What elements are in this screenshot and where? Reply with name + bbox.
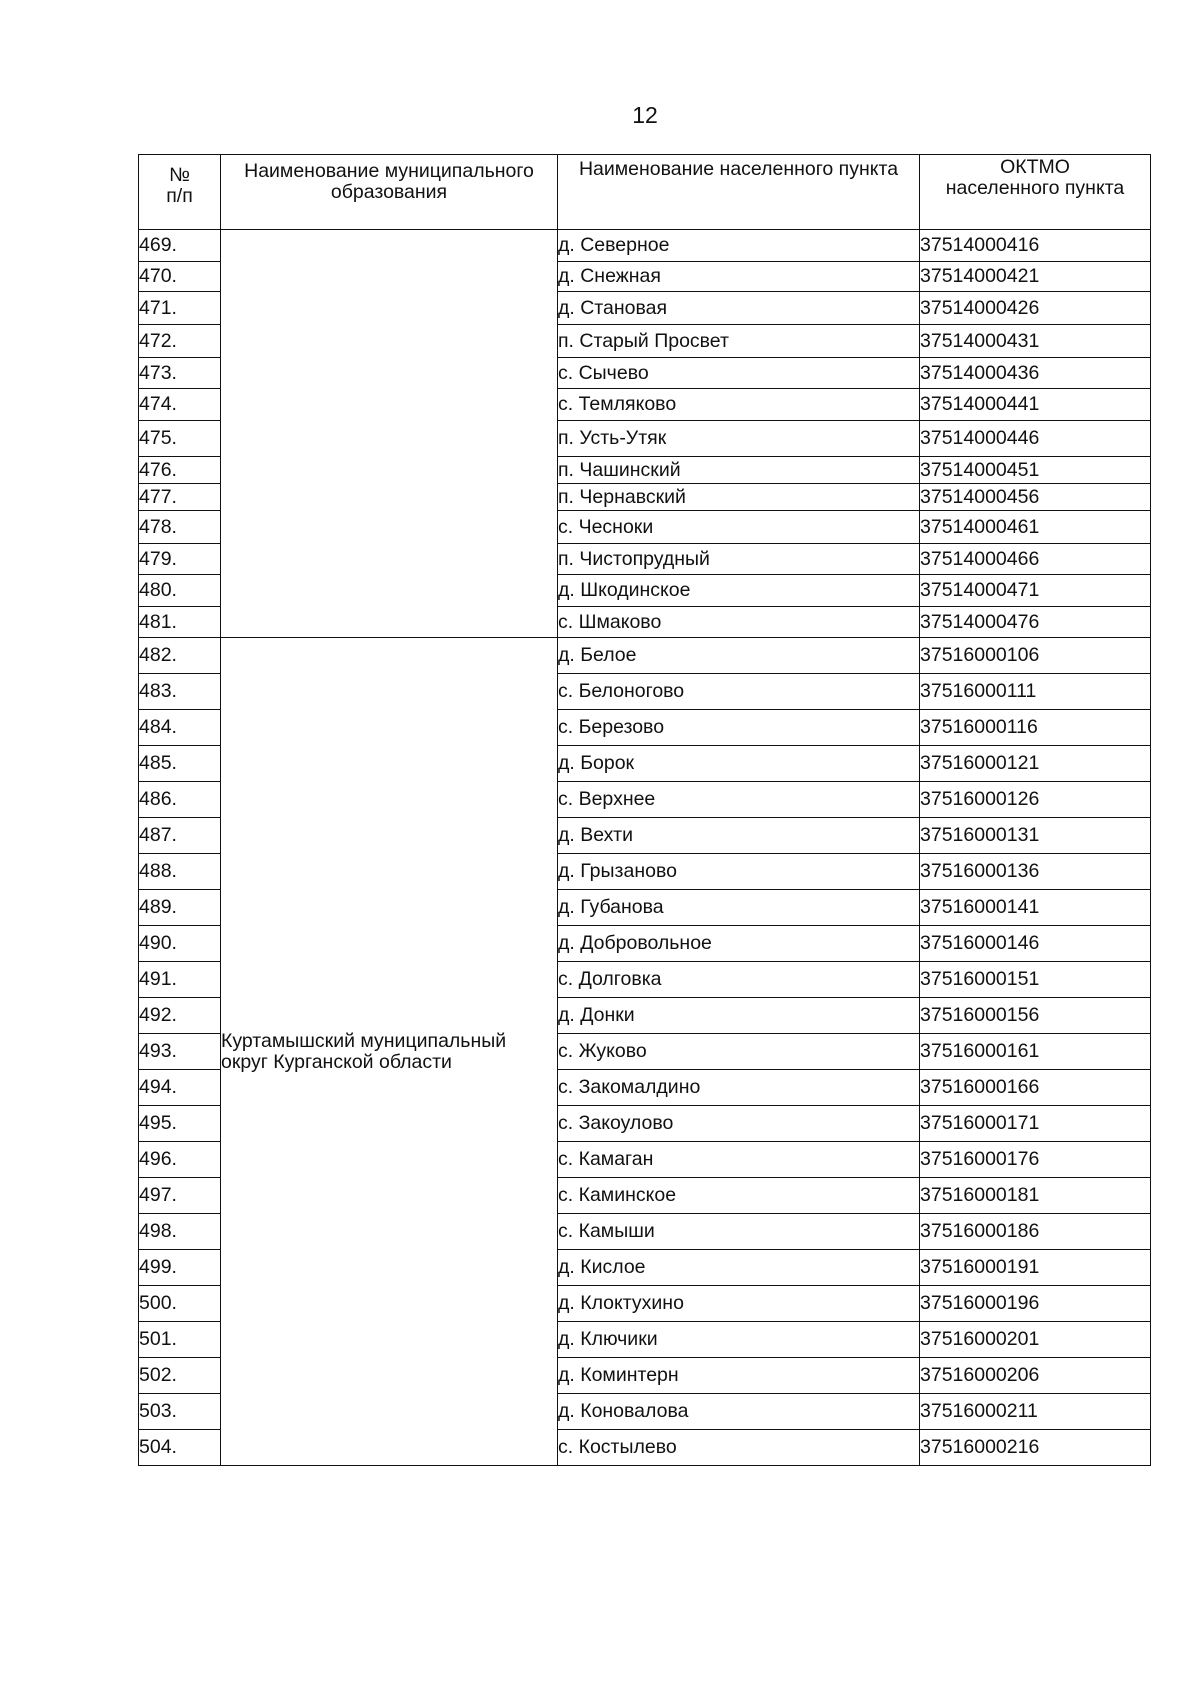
- oktmo-code: 37514000456: [920, 484, 1151, 511]
- oktmo-code: 37516000136: [920, 854, 1151, 890]
- settlement-name: п. Усть-Утяк: [558, 421, 920, 457]
- row-number: 488.: [139, 854, 221, 890]
- row-number: 494.: [139, 1070, 221, 1106]
- row-number: 503.: [139, 1394, 221, 1430]
- settlement-name: с. Камыши: [558, 1214, 920, 1250]
- oktmo-code: 37514000471: [920, 575, 1151, 607]
- oktmo-code: 37516000141: [920, 890, 1151, 926]
- settlement-name: с. Верхнее: [558, 782, 920, 818]
- settlement-name: д. Борок: [558, 746, 920, 782]
- row-number: 484.: [139, 710, 221, 746]
- oktmo-code: 37514000436: [920, 358, 1151, 389]
- oktmo-code: 37514000461: [920, 511, 1151, 544]
- row-number: 496.: [139, 1142, 221, 1178]
- settlement-name: с. Белоногово: [558, 674, 920, 710]
- settlement-name: п. Чистопрудный: [558, 544, 920, 575]
- row-number: 492.: [139, 998, 221, 1034]
- oktmo-code: 37516000146: [920, 926, 1151, 962]
- municipality-cell: [221, 230, 558, 638]
- oktmo-code: 37516000166: [920, 1070, 1151, 1106]
- settlement-name: д. Добровольное: [558, 926, 920, 962]
- settlement-name: с. Костылево: [558, 1430, 920, 1466]
- settlement-name: д. Снежная: [558, 262, 920, 292]
- oktmo-code: 37516000196: [920, 1286, 1151, 1322]
- row-number: 472.: [139, 325, 221, 358]
- row-number: 493.: [139, 1034, 221, 1070]
- oktmo-code: 37516000131: [920, 818, 1151, 854]
- row-number: 471.: [139, 292, 221, 325]
- settlement-name: д. Губанова: [558, 890, 920, 926]
- settlement-name: д. Донки: [558, 998, 920, 1034]
- row-number: 497.: [139, 1178, 221, 1214]
- settlement-name: д. Белое: [558, 638, 920, 674]
- oktmo-code: 37514000426: [920, 292, 1151, 325]
- settlement-name: с. Березово: [558, 710, 920, 746]
- row-number: 489.: [139, 890, 221, 926]
- row-number: 473.: [139, 358, 221, 389]
- settlement-name: д. Ключики: [558, 1322, 920, 1358]
- settlement-name: д. Становая: [558, 292, 920, 325]
- settlement-name: д. Коминтерн: [558, 1358, 920, 1394]
- settlement-name: с. Камаган: [558, 1142, 920, 1178]
- settlement-name: с. Чесноки: [558, 511, 920, 544]
- oktmo-code: 37516000116: [920, 710, 1151, 746]
- header-settlement: [558, 155, 920, 230]
- settlement-name: с. Шмаково: [558, 607, 920, 638]
- oktmo-code: 37516000216: [920, 1430, 1151, 1466]
- header-settlement-text: Наименование населенного пункта: [578, 158, 899, 180]
- row-number: 474.: [139, 389, 221, 421]
- row-number: 478.: [139, 511, 221, 544]
- row-number: 502.: [139, 1358, 221, 1394]
- row-number: 500.: [139, 1286, 221, 1322]
- row-number: 482.: [139, 638, 221, 674]
- row-number: 483.: [139, 674, 221, 710]
- oktmo-code: 37514000446: [920, 421, 1151, 457]
- oktmo-code: 37516000176: [920, 1142, 1151, 1178]
- page-number: 12: [632, 102, 658, 128]
- oktmo-code: 37514000416: [920, 230, 1151, 262]
- settlement-name: д. Кислое: [558, 1250, 920, 1286]
- header-oktmo-text: ОКТМО населенного пункта: [945, 156, 1125, 199]
- settlement-name: д. Коновалова: [558, 1394, 920, 1430]
- oktmo-code: 37516000181: [920, 1178, 1151, 1214]
- oktmo-code: 37516000121: [920, 746, 1151, 782]
- settlement-name: с. Каминское: [558, 1178, 920, 1214]
- row-number: 480.: [139, 575, 221, 607]
- oktmo-code: 37516000171: [920, 1106, 1151, 1142]
- header-municipality-text: Наименование муниципального образования: [244, 160, 534, 203]
- row-number: 498.: [139, 1214, 221, 1250]
- oktmo-code: 37514000421: [920, 262, 1151, 292]
- settlement-name: д. Клоктухино: [558, 1286, 920, 1322]
- settlements-table: [138, 154, 1151, 1466]
- row-number: 481.: [139, 607, 221, 638]
- row-number: 501.: [139, 1322, 221, 1358]
- oktmo-code: 37514000441: [920, 389, 1151, 421]
- oktmo-code: 37514000466: [920, 544, 1151, 575]
- row-number: 499.: [139, 1250, 221, 1286]
- table-header-row: [139, 155, 1151, 230]
- settlement-name: с. Закомалдино: [558, 1070, 920, 1106]
- row-number: 477.: [139, 484, 221, 511]
- settlement-name: д. Вехти: [558, 818, 920, 854]
- oktmo-code: 37516000211: [920, 1394, 1151, 1430]
- oktmo-code: 37516000206: [920, 1358, 1151, 1394]
- oktmo-code: 37516000191: [920, 1250, 1151, 1286]
- oktmo-code: 37514000451: [920, 457, 1151, 484]
- row-number: 487.: [139, 818, 221, 854]
- header-municipality: [221, 155, 558, 230]
- oktmo-code: 37516000126: [920, 782, 1151, 818]
- oktmo-code: 37514000431: [920, 325, 1151, 358]
- settlement-name: с. Долговка: [558, 962, 920, 998]
- row-number: 491.: [139, 962, 221, 998]
- row-number: 490.: [139, 926, 221, 962]
- settlement-name: д. Грызаново: [558, 854, 920, 890]
- table-body: [139, 230, 1151, 1466]
- row-number: 469.: [139, 230, 221, 262]
- settlement-name: п. Чернавский: [558, 484, 920, 511]
- oktmo-code: 37516000201: [920, 1322, 1151, 1358]
- settlement-name: д. Шкодинское: [558, 575, 920, 607]
- oktmo-code: 37516000161: [920, 1034, 1151, 1070]
- row-number: 485.: [139, 746, 221, 782]
- header-number-text: № п/п: [166, 164, 193, 207]
- row-number: 470.: [139, 262, 221, 292]
- table-row: [139, 638, 1151, 674]
- table-row: [139, 230, 1151, 262]
- oktmo-code: 37514000476: [920, 607, 1151, 638]
- settlement-name: с. Закоулово: [558, 1106, 920, 1142]
- settlement-name: п. Старый Просвет: [558, 325, 920, 358]
- settlement-name: с. Темляково: [558, 389, 920, 421]
- row-number: 486.: [139, 782, 221, 818]
- oktmo-code: 37516000151: [920, 962, 1151, 998]
- header-number: [139, 155, 221, 230]
- settlement-name: п. Чашинский: [558, 457, 920, 484]
- settlement-name: с. Сычево: [558, 358, 920, 389]
- oktmo-code: 37516000156: [920, 998, 1151, 1034]
- oktmo-code: 37516000186: [920, 1214, 1151, 1250]
- header-oktmo: [920, 155, 1151, 230]
- row-number: 476.: [139, 457, 221, 484]
- row-number: 495.: [139, 1106, 221, 1142]
- row-number: 475.: [139, 421, 221, 457]
- settlement-name: д. Северное: [558, 230, 920, 262]
- oktmo-code: 37516000106: [920, 638, 1151, 674]
- settlement-name: с. Жуково: [558, 1034, 920, 1070]
- row-number: 479.: [139, 544, 221, 575]
- row-number: 504.: [139, 1430, 221, 1466]
- oktmo-code: 37516000111: [920, 674, 1151, 710]
- municipality-cell: Куртамышский муниципальный округ Курганской области: [221, 638, 558, 1466]
